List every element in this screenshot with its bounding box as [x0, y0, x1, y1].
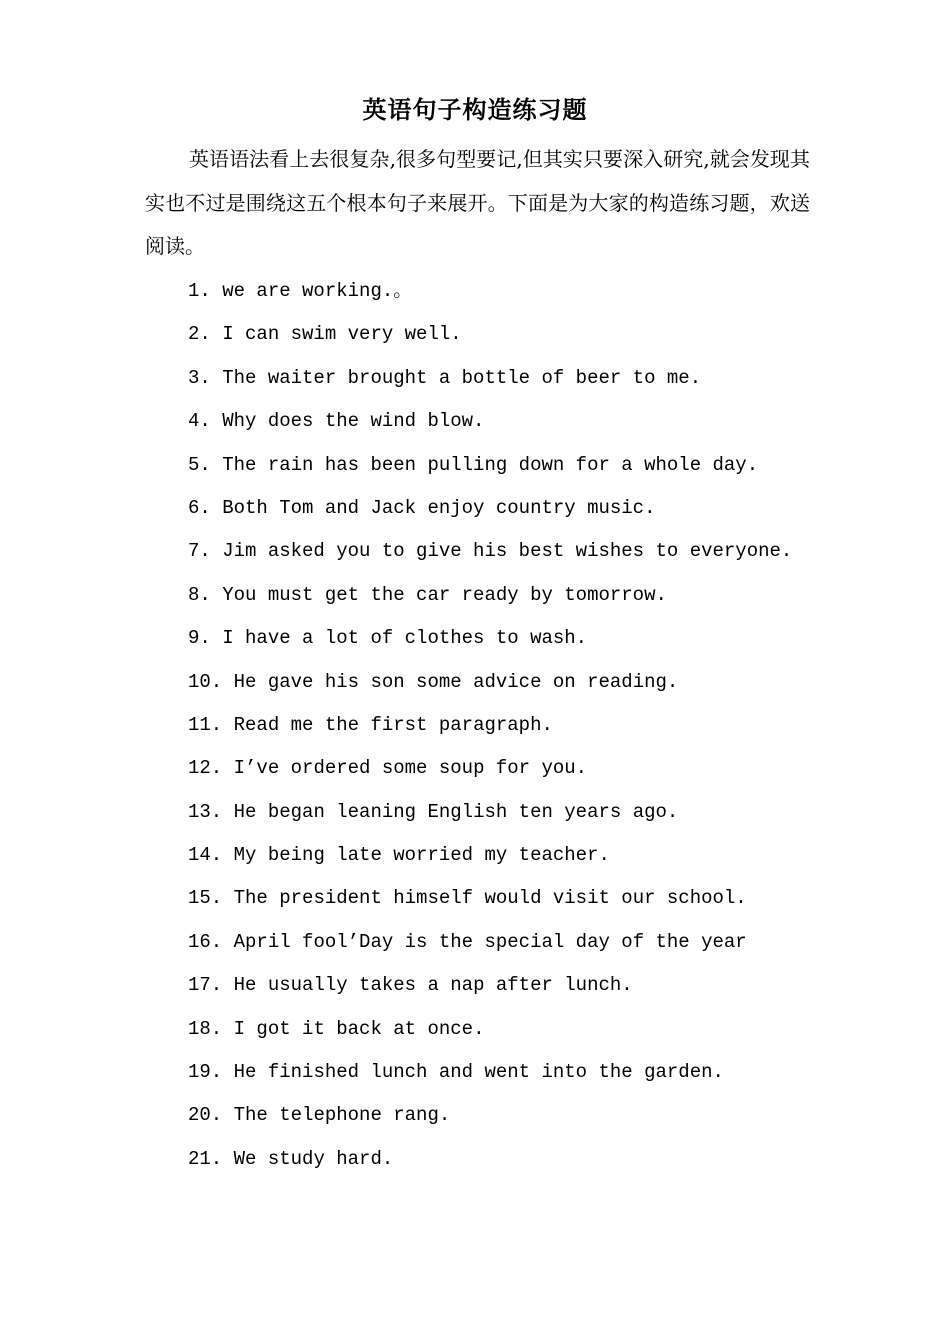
list-item [188, 1138, 888, 1181]
item-number: 20. [188, 1104, 223, 1127]
item-number: 5. [188, 453, 211, 476]
intro-paragraph: 英语语法看上去很复杂,很多句型要记,但其实只要深入研究,就会发现其实也不过是围绕这五个根本句子来展开。下面是为大家的构造练习题，欢送阅读。 [145, 147, 810, 258]
item-text: I got it back at once. [233, 1017, 485, 1040]
item-number: 3. [188, 366, 211, 389]
item-text: April fool’Day is the special day of the year [233, 930, 747, 953]
item-text: He began leaning English ten years ago. [233, 800, 679, 823]
item-number: 4. [188, 410, 211, 433]
item-text: I can swim very well. [222, 323, 462, 346]
list-item [188, 704, 888, 747]
item-text: Why does the wind blow. [222, 410, 485, 433]
list-item [188, 1051, 888, 1094]
page-title: 英语句子构造练习题 [362, 95, 588, 124]
list-item [188, 1094, 888, 1137]
list-item [188, 530, 888, 573]
item-text: I’ve ordered some soup for you. [233, 757, 588, 780]
item-number: 11. [188, 713, 223, 736]
list-item [188, 617, 888, 660]
list-item [188, 313, 888, 356]
item-number: 6. [188, 496, 211, 519]
list-item [188, 964, 888, 1007]
list-item [188, 574, 888, 617]
list-item [188, 661, 888, 704]
item-number: 17. [188, 974, 223, 997]
item-text: He usually takes a nap after lunch. [233, 974, 633, 997]
list-item [188, 877, 888, 920]
list-item [188, 1008, 888, 1051]
item-text: I have a lot of clothes to wash. [222, 627, 588, 650]
item-number: 8. [188, 583, 211, 606]
item-text: He gave his son some advice on reading. [233, 670, 679, 693]
list-item [188, 921, 888, 964]
item-text: You must get the car ready by tomorrow. [222, 583, 667, 606]
list-item [188, 444, 888, 487]
item-number: 13. [188, 800, 223, 823]
item-text: The president himself would visit our school. [233, 887, 747, 910]
exercise-list [188, 270, 888, 1181]
item-text: Jim asked you to give his best wishes to everyone. [222, 540, 793, 563]
item-number: 18. [188, 1017, 223, 1040]
list-item [188, 834, 888, 877]
item-text: The rain has been pulling down for a whole day. [222, 453, 759, 476]
item-number: 2. [188, 323, 211, 346]
list-item [188, 747, 888, 790]
item-text: Both Tom and Jack enjoy country music. [222, 496, 656, 519]
list-item [188, 487, 888, 530]
item-number: 21. [188, 1147, 223, 1170]
list-item [188, 791, 888, 834]
item-number: 1. [188, 280, 211, 302]
item-text: The waiter brought a bottle of beer to me. [222, 366, 702, 389]
item-number: 12. [188, 757, 223, 780]
item-text: Read me the first paragraph. [233, 713, 553, 736]
item-number: 15. [188, 887, 223, 910]
item-number: 7. [188, 540, 211, 563]
item-text: My being late worried my teacher. [233, 844, 610, 867]
item-number: 14. [188, 844, 223, 867]
item-number: 19. [188, 1061, 223, 1084]
item-text: He finished lunch and went into the garden. [233, 1061, 724, 1084]
item-text: The telephone rang. [233, 1104, 451, 1127]
list-item [188, 400, 888, 443]
item-text: we are working.。 [222, 280, 413, 302]
item-number: 9. [188, 627, 211, 650]
item-number: 16. [188, 930, 223, 953]
item-number: 10. [188, 670, 223, 693]
list-item [188, 357, 888, 400]
item-text: We study hard. [233, 1147, 394, 1170]
list-item [188, 270, 888, 313]
